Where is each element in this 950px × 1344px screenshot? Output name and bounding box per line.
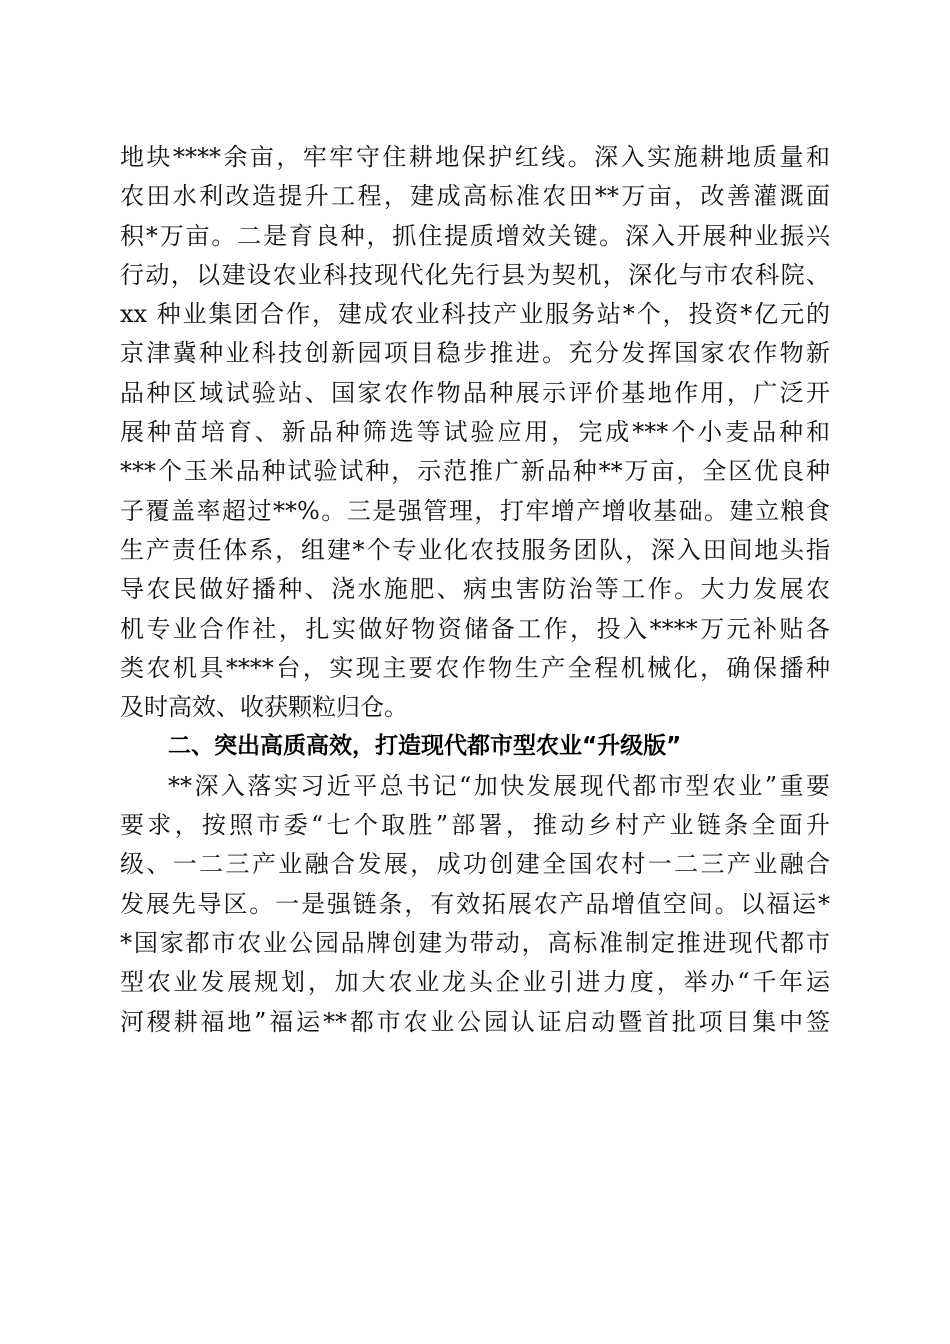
paragraph1-line: 及时高效、收获颗粒归仓。 [120, 693, 408, 722]
paragraph1-line: 机专业合作社，扎实做好物资储备工作，投入****万元补贴各 [120, 614, 830, 643]
paragraph2-line: 发展先导区。一是强链条，有效拓展农产品增值空间。以福运* [120, 889, 830, 918]
section-heading: 二、突出高质高效，打造现代都市型农业“升级版” [168, 733, 682, 760]
document-body [120, 138, 830, 1042]
paragraph1-line: 品种区域试验站、国家农作物品种展示评价基地作用，广泛开 [120, 378, 830, 407]
paragraph1-line: 农田水利改造提升工程，建成高标准农田**万亩，改善灌溉面 [120, 182, 830, 211]
paragraph1-line: 导农民做好播种、浇水施肥、病虫害防治等工作。大力发展农 [120, 575, 830, 604]
paragraph1-line: 京津冀种业科技创新园项目稳步推进。充分发挥国家农作物新 [120, 339, 830, 368]
paragraph2-line: 级、一二三产业融合发展，成功创建全国农村一二三产业融合 [120, 850, 830, 879]
paragraph1-line: 子覆盖率超过**%。三是强管理，打牢增产增收基础。建立粮食 [120, 496, 830, 525]
paragraph1-line: 生产责任体系，组建*个专业化农技服务团队，深入田间地头指 [120, 535, 830, 564]
paragraph1-line: 积*万亩。二是育良种，抓住提质增效关键。深入开展种业振兴 [120, 221, 830, 250]
paragraph1-line: 地块****余亩，牢牢守住耕地保护红线。深入实施耕地质量和 [120, 143, 830, 171]
paragraph2-line: **深入落实习近平总书记“加快发展现代都市型农业”重要 [168, 771, 830, 800]
paragraph1-line: 类农机具****台，实现主要农作物生产全程机械化，确保播种 [120, 653, 830, 682]
paragraph1-line: 展种苗培育、新品种筛选等试验应用，完成***个小麦品种和 [120, 418, 830, 447]
paragraph2-line: *国家都市农业公园品牌创建为带动，高标准制定推进现代都市 [120, 928, 830, 957]
paragraph1-line: 行动，以建设农业科技现代化先行县为契机，深化与市农科院、 [120, 260, 830, 289]
paragraph2-line: 型农业发展规划，加大农业龙头企业引进力度，举办“千年运 [120, 968, 830, 997]
paragraph2-line: 河稷耕福地”福运**都市农业公园认证启动暨首批项目集中签 [120, 1007, 830, 1036]
paragraph2-line: 要求，按照市委“七个取胜”部署，推动乡村产业链条全面升 [120, 811, 830, 840]
paragraph1-line: xx 种业集团合作，建成农业科技产业服务站*个，投资*亿元的 [120, 300, 830, 329]
paragraph1-line: ***个玉米品种试验试种，示范推广新品种**万亩，全区优良种 [120, 457, 830, 486]
